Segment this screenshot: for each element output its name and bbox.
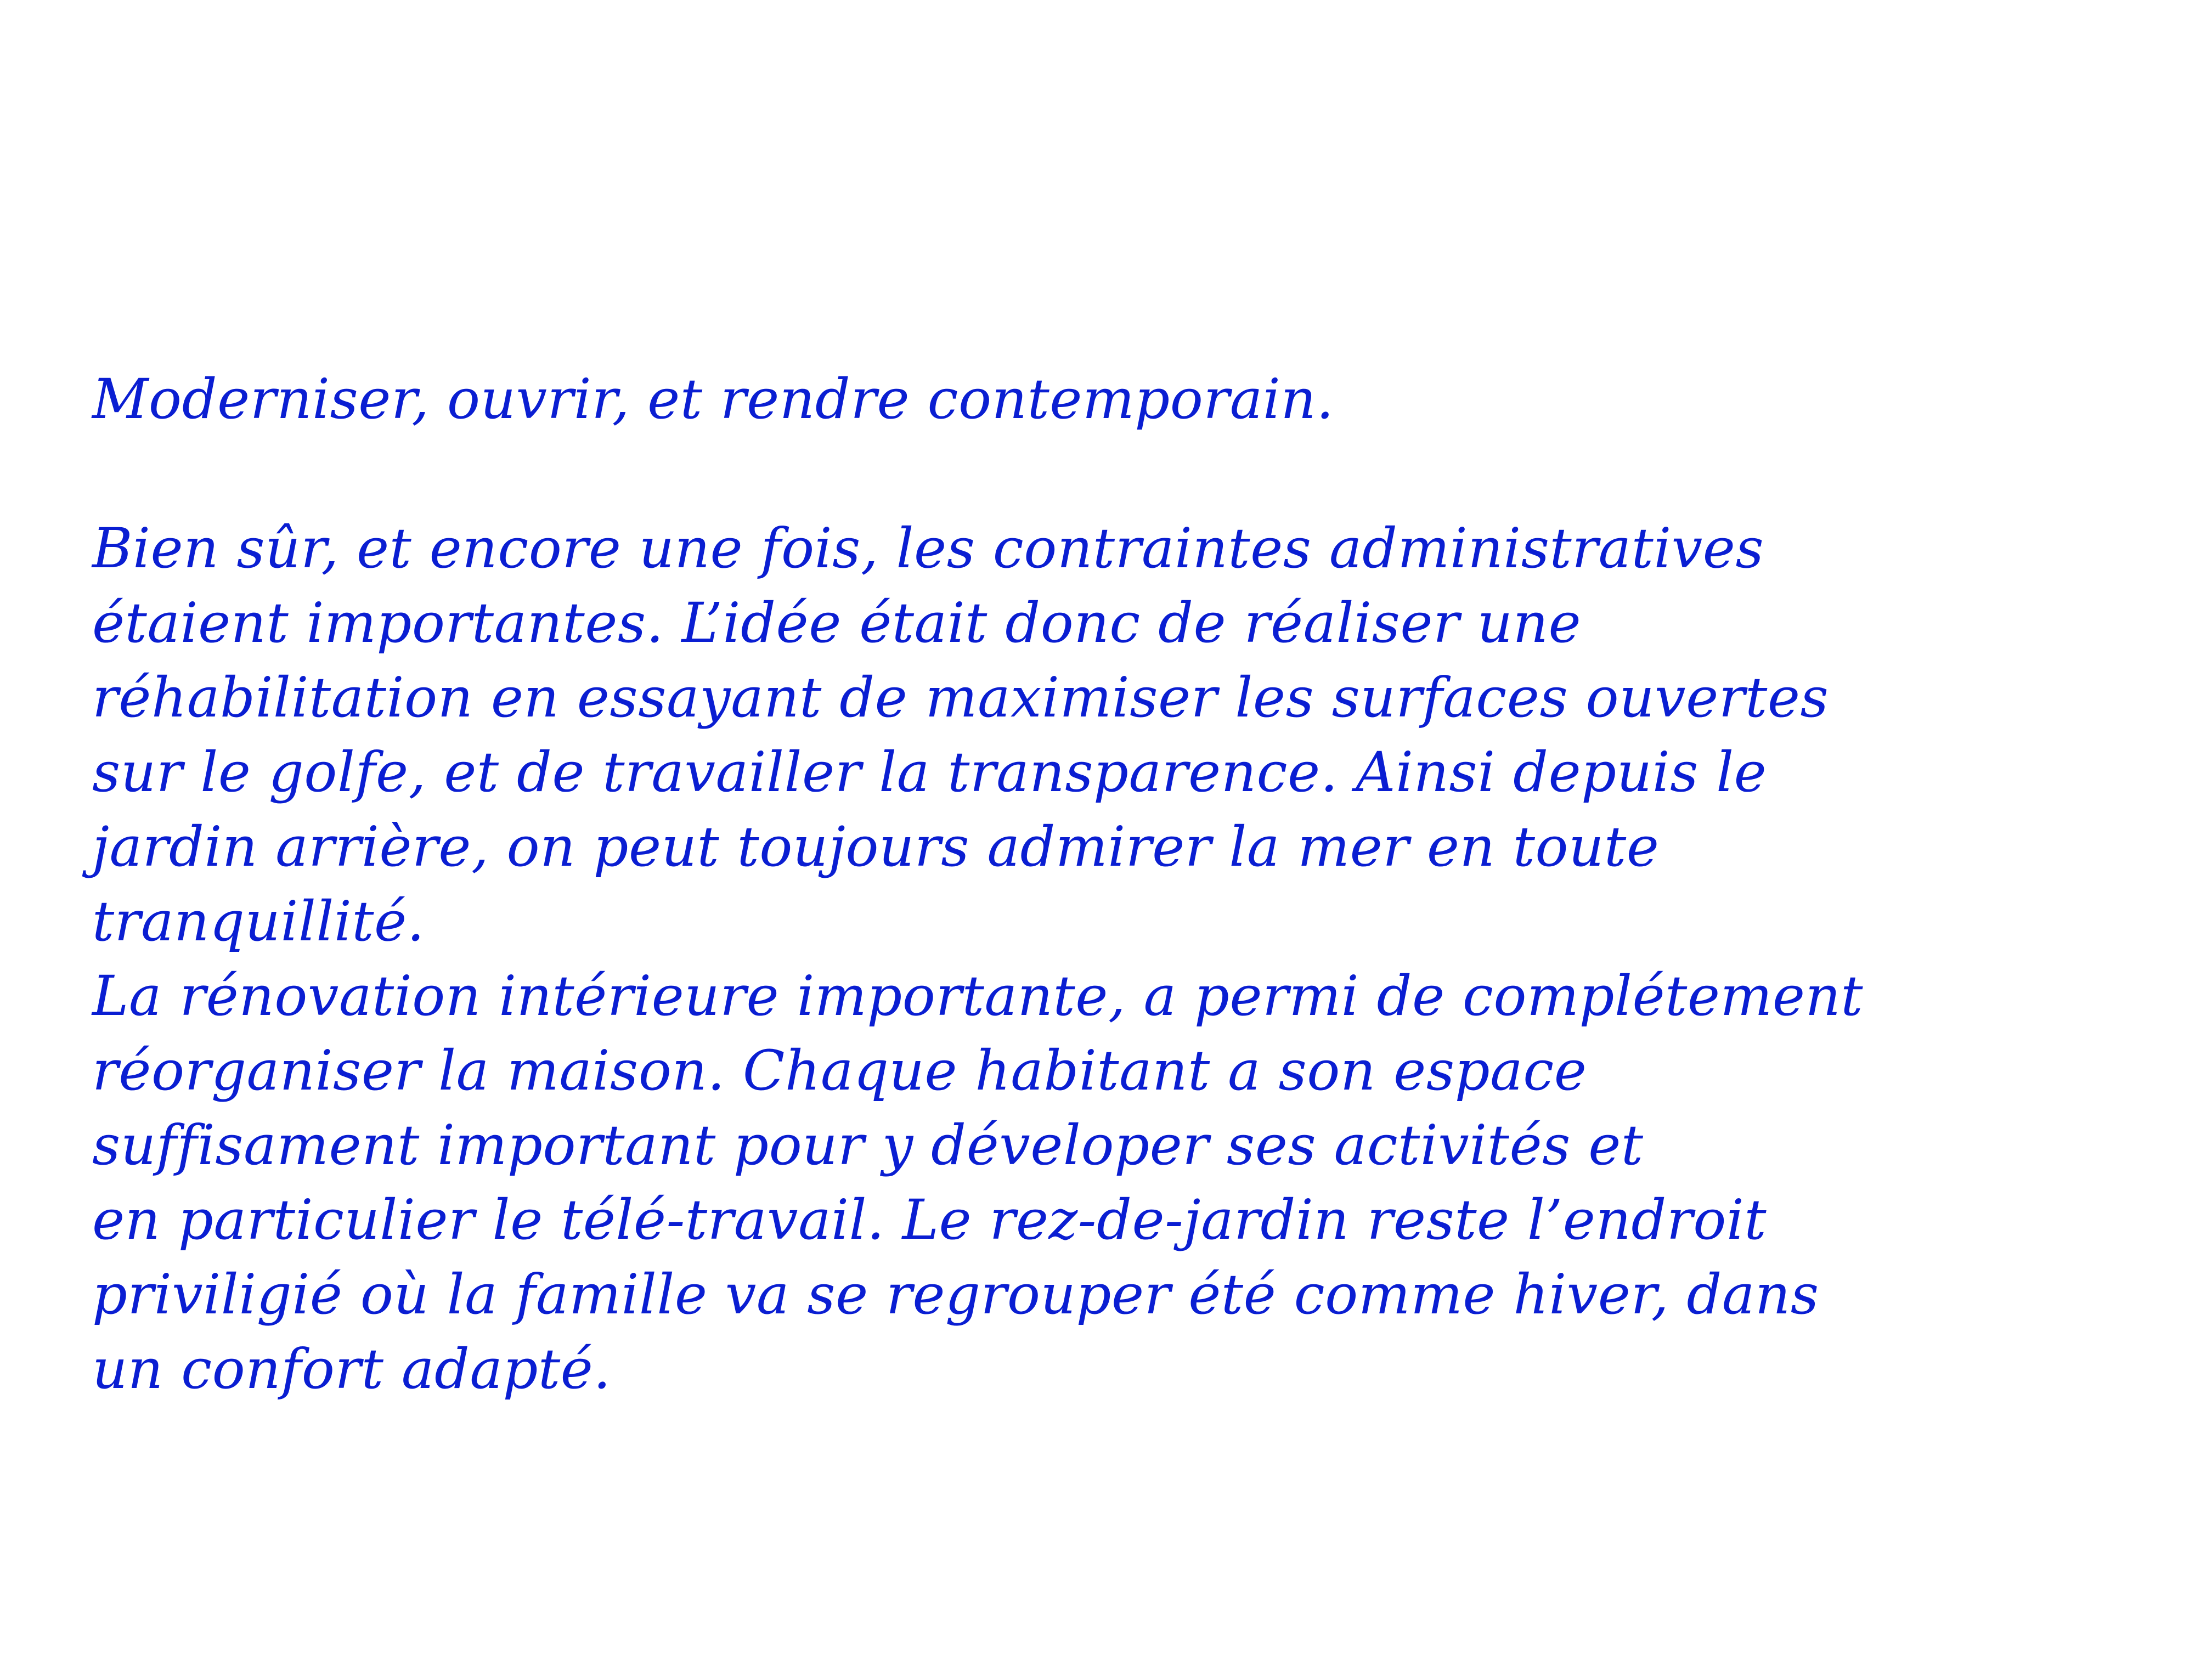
paragraph-2-line: La rénovation intérieure importante, a permi de complétement <box>92 964 1864 1028</box>
paragraph-1-line: sur le golfe, et de travailler la transparence. Ainsi depuis le <box>92 740 1767 804</box>
paragraph-2-line: réorganiser la maison. Chaque habitant a son espace <box>92 1039 1587 1103</box>
paragraph-1-line: réhabilitation en essayant de maximiser les surfaces ouvertes <box>92 665 1829 730</box>
handwritten-text-block <box>92 362 2193 1407</box>
paragraph-1-line: Bien sûr, et encore une fois, les contraintes administratives <box>92 516 1764 580</box>
paragraph-1-line: étaient importantes. L’idée était donc de réaliser une <box>92 591 1582 655</box>
paragraph-2-line: suffisament important pour y déveloper ses activités et <box>92 1113 1644 1177</box>
document-title: Moderniser, ouvrir, et rendre contemporain. <box>92 367 1334 431</box>
paragraph-2-line: en particulier le télé-travail. Le rez-de-jardin reste l’endroit <box>92 1188 1767 1252</box>
paragraph-1-line: tranquillité. <box>92 889 425 953</box>
paragraph-spacer <box>92 437 2193 511</box>
paragraph-1-line: jardin arrière, on peut toujours admirer la mer en toute <box>92 815 1660 879</box>
paragraph-2-line: priviligié où la famille va se regrouper été comme hiver, dans <box>92 1262 1819 1327</box>
paragraph-2-line: un confort adapté. <box>92 1337 611 1401</box>
